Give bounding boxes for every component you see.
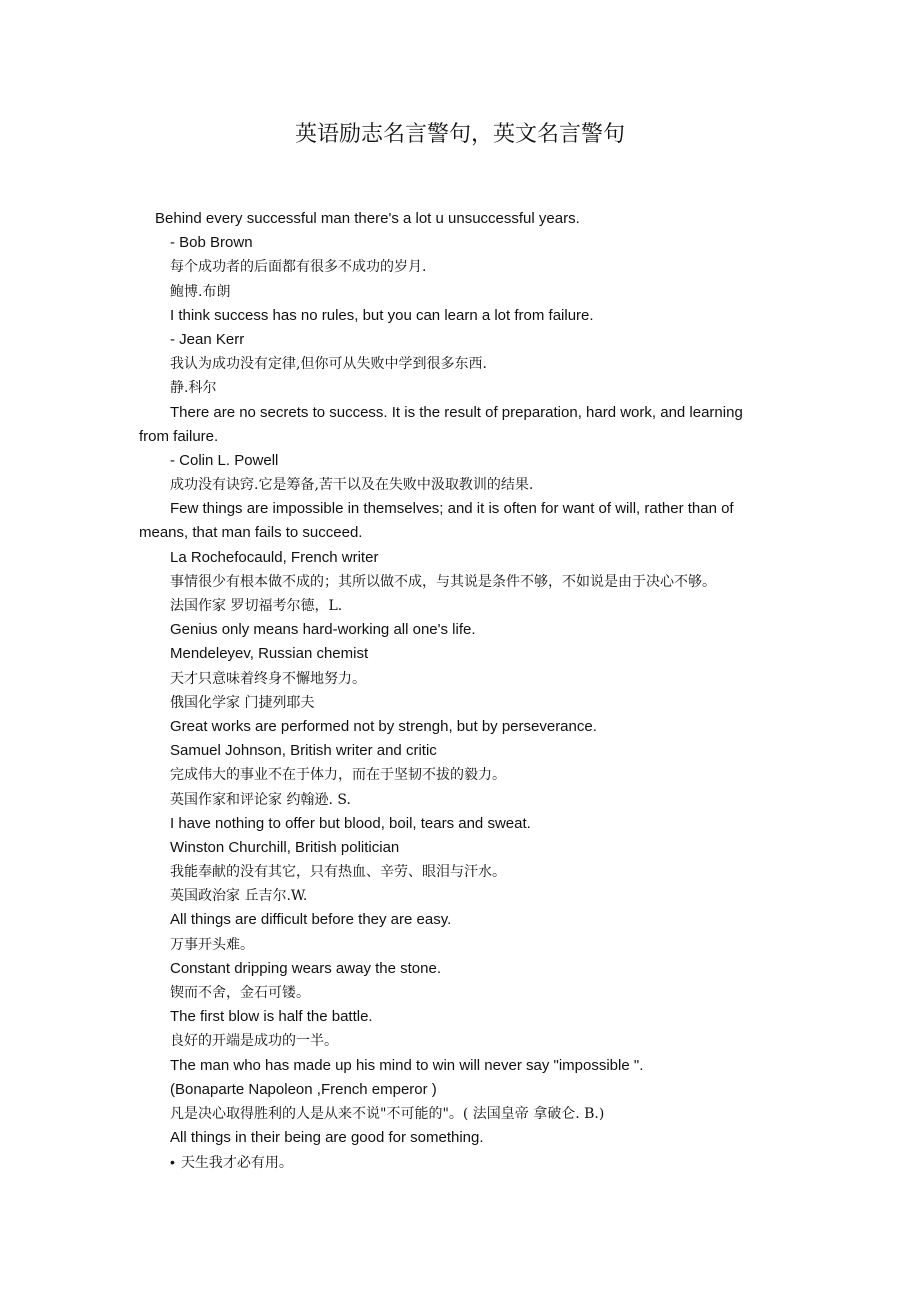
author-translation-line: 俄国化学家 门捷列耶夫 (170, 694, 315, 711)
author-line: - Colin L. Powell (170, 451, 279, 469)
translation-line: 我能奉献的没有其它，只有热血、辛劳、眼泪与汗水。 (170, 864, 506, 881)
document-title: 英语励志名言警句，英文名言警句 (294, 122, 625, 147)
quote-line: Behind every successful man there's a lot u unsuccessful years. (155, 210, 580, 227)
translation-line: 锲而不舍，金石可镂。 (170, 985, 310, 1001)
bullet-icon: • (170, 1154, 175, 1171)
author-translation-line: 鲍博.布朗 (170, 283, 231, 300)
translation-line: 成功没有诀窍.它是筹备,苦干以及在失败中汲取教训的结果. (170, 477, 534, 494)
quote-line: The man who has made up his mind to win will never say "impossible ". (170, 1056, 644, 1074)
translation-line: 万事开头难。 (170, 936, 254, 953)
author-line: - Bob Brown (170, 234, 253, 252)
quote-line: Great works are performed not by strengh, but by perseverance. (170, 717, 597, 735)
translation-line: 天生我才必有用。 (180, 1155, 293, 1172)
quote-line: I have nothing to offer but blood, boil, tears and sweat. (170, 814, 531, 832)
quote-line: Few things are impossible in themselves; and it is often for want of will, rather than of (170, 500, 734, 518)
quote-line: The first blow is half the battle. (170, 1008, 373, 1026)
translation-line: 事情很少有根本做不成的；其所以做不成，与其说是条件不够，不如说是由于决心不够。 (170, 573, 716, 590)
quote-line: Constant dripping wears away the stone. (170, 959, 441, 977)
author-line: (Bonaparte Napoleon ,French emperor ) (170, 1080, 437, 1098)
author-line: Winston Churchill, British politician (170, 838, 400, 856)
translation-line: 完成伟大的事业不在于体力，而在于坚韧不拔的毅力。 (170, 767, 506, 784)
bullet-line (139, 1150, 779, 1174)
translation-line: 天才只意味着终身不懈地努力。 (170, 670, 366, 687)
author-translation-line: 静.科尔 (170, 380, 217, 397)
quote-line-continued: from failure. (139, 427, 219, 445)
translation-line: 每个成功者的后面都有很多不成功的岁月. (170, 259, 427, 276)
author-line: Samuel Johnson, British writer and critic (170, 742, 437, 760)
author-line: - Jean Kerr (170, 330, 245, 348)
author-translation-line: 英国作家和评论家 约翰逊. S. (170, 791, 351, 808)
author-translation-line: 法国作家 罗切福考尔德，L. (170, 598, 343, 614)
quote-line: There are no secrets to success. It is the result of preparation, hard work, and learning (170, 403, 743, 421)
author-translation-line: 英国政治家 丘吉尔.W. (170, 888, 308, 905)
translation-line: 良好的开端是成功的一半。 (170, 1033, 338, 1050)
quote-line: Genius only means hard-working all one's life. (170, 621, 476, 639)
translation-line: 我认为成功没有定律,但你可从失败中学到很多东西. (170, 356, 487, 373)
document-body (139, 207, 779, 1175)
quote-line: All things are difficult before they are easy. (170, 911, 452, 929)
translation-line: 凡是决心取得胜利的人是从来不说"不可能的"。( 法国皇帝 拿破仑. B.) (170, 1105, 605, 1122)
quote-line-continued: means, that man fails to succeed. (139, 524, 363, 542)
author-line: Mendeleyev, Russian chemist (170, 645, 369, 663)
author-line: La Rochefocauld, French writer (170, 548, 379, 566)
quote-line: All things in their being are good for something. (170, 1129, 484, 1147)
quote-line: I think success has no rules, but you can learn a lot from failure. (170, 306, 594, 324)
